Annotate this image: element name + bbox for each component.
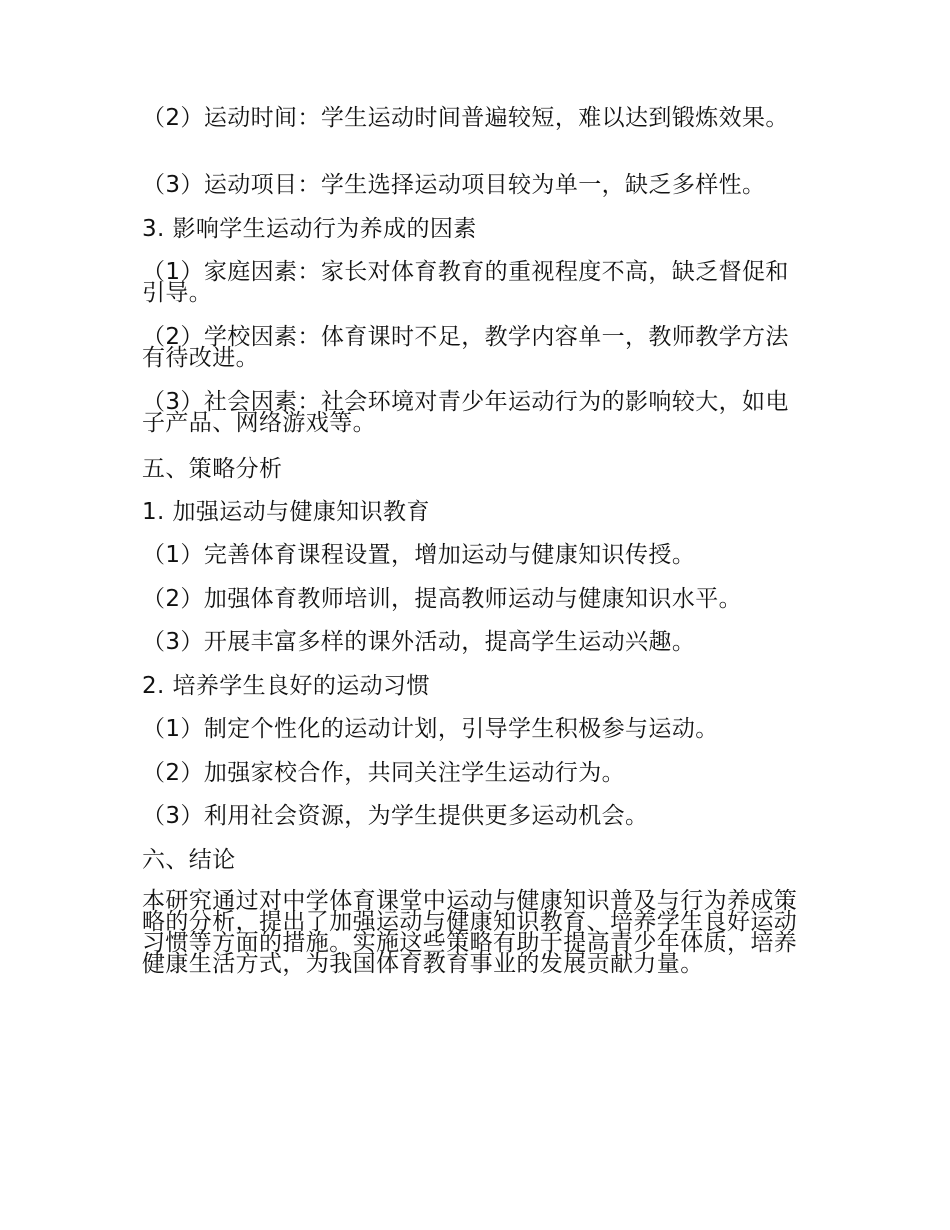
paragraph-family-factors: （1）家庭因素：家长对体育教育的重视程度不高，缺乏督促和引导。: [142, 259, 789, 306]
paragraph-conclusion: 本研究通过对中学体育课堂中运动与健康知识普及与行为养成策略的分析，提出了加强运动与健康知识教育、培养学生良好运动习惯等方面的措施。实施这些策略有助于提高青少年体质，培养健康生活方式，为我国体育教育事业的发展贡献力量。: [142, 888, 798, 977]
heading-strategy-analysis: 五、策略分析: [142, 456, 283, 482]
paragraph-strategy-2-3: （3）利用社会资源，为学生提供更多运动机会。: [142, 803, 649, 829]
heading-influencing-factors: 3. 影响学生运动行为养成的因素: [142, 216, 477, 242]
heading-strategy-2: 2. 培养学生良好的运动习惯: [142, 673, 430, 699]
paragraph-social-factors: （3）社会因素：社会环境对青少年运动行为的影响较大，如电子产品、网络游戏等。: [142, 389, 789, 436]
heading-strategy-1: 1. 加强运动与健康知识教育: [142, 499, 430, 525]
paragraph-strategy-1-1: （1）完善体育课程设置，增加运动与健康知识传授。: [142, 542, 696, 568]
paragraph-exercise-items: （3）运动项目：学生选择运动项目较为单一，缺乏多样性。: [142, 172, 766, 198]
paragraph-strategy-2-1: （1）制定个性化的运动计划，引导学生积极参与运动。: [142, 716, 719, 742]
paragraph-strategy-1-2: （2）加强体育教师培训，提高教师运动与健康知识水平。: [142, 586, 743, 612]
heading-conclusion: 六、结论: [142, 847, 236, 873]
paragraph-school-factors: （2）学校因素：体育课时不足，教学内容单一，教师教学方法有待改进。: [142, 324, 789, 371]
paragraph-exercise-time: （2）运动时间：学生运动时间普遍较短，难以达到锻炼效果。: [142, 105, 789, 131]
paragraph-strategy-2-2: （2）加强家校合作，共同关注学生运动行为。: [142, 760, 626, 786]
paragraph-strategy-1-3: （3）开展丰富多样的课外活动，提高学生运动兴趣。: [142, 629, 696, 655]
